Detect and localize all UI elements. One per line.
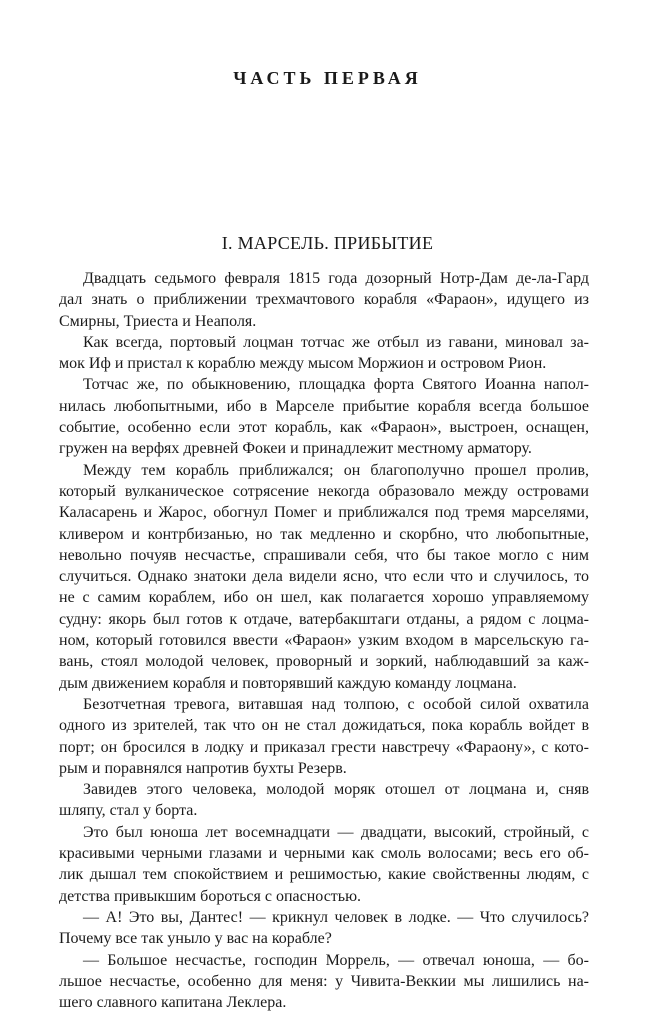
text-line: порт; он бросился в лодку и приказал грести навстречу «Фараону», с кото-	[59, 738, 589, 756]
text-line: случиться. Однако знатоки дела видели ясно, что если что и случилось, то	[59, 568, 589, 586]
text-line: ном, который готовился ввести «Фараон» узким входом в марсельскую га-	[59, 632, 589, 650]
text-line: рым и поравнялся напротив бухты Резерв.	[59, 759, 347, 777]
text-line: Между тем корабль приближался; он благополучно прошел пролив,	[83, 461, 589, 479]
text-line: Каласарень и Жарос, обогнул Помег и приближался под тремя марселями,	[59, 504, 589, 522]
text-line: кливером и контрбизанью, но так медленно и скорбно, что любопытные,	[59, 525, 589, 543]
text-line: детства привыкшим бороться с опасностью.	[59, 887, 362, 905]
text-line: Смирны, Триеста и Неаполя.	[59, 312, 257, 330]
text-line: событие, особенно если этот корабль, как «Фараон», выстроен, оснащен,	[59, 419, 589, 437]
text-line: невольно почуяв несчастье, спрашивали себя, что бы такое могло с ним	[59, 546, 589, 564]
text-line: одного из зрителей, так что он не стал дожидаться, пока корабль войдет в	[59, 717, 589, 735]
text-line: нилась любопытными, ибо в Марселе прибытие корабля всегда большое	[59, 397, 589, 415]
text-line: дал знать о приближении трехмачтового корабля «Фараон», идущего из	[59, 291, 589, 309]
text-line: Двадцать седьмого февраля 1815 года дозорный Нотр-Дам де-ла-Гард	[83, 270, 589, 287]
text-line: — Большое несчастье, господин Моррель, — отвечал юноша, — бо-	[83, 951, 589, 969]
text-line: вань, стоял молодой человек, проворный и зоркий, наблюдавший за каж-	[59, 653, 589, 671]
text-line: судну: якорь был готов к отдаче, ватербакштаги отданы, а рядом с лоцма-	[59, 610, 589, 628]
text-line: льшое несчастье, особенно для меня: у Чивита-Веккии мы лишились на-	[59, 972, 589, 990]
chapter-body	[59, 268, 589, 1013]
text-line: красивыми черными глазами и черными как смоль волосами; весь его об-	[59, 845, 589, 863]
text-line: который вулканическое сотрясение некогда образовало между островами	[59, 482, 589, 500]
part-title: ЧАСТЬ ПЕРВАЯ	[233, 68, 422, 88]
text-line: шляпу, стал у борта.	[59, 802, 198, 820]
text-line: лик дышал тем спокойствием и решимостью, какие свойственны людям, с	[59, 866, 589, 884]
text-line: шего славного капитана Леклера.	[59, 994, 287, 1012]
text-line: Это был юноша лет восемнадцати — двадцати, высокий, стройный, с	[83, 823, 589, 841]
text-line: — А! Это вы, Дантес! — крикнул человек в лодке. — Что случилось?	[83, 908, 589, 926]
chapter-title: I. МАРСЕЛЬ. ПРИБЫТИЕ	[221, 233, 434, 253]
text-line: Тотчас же, по обыкновению, площадка форта Святого Иоанна напол-	[83, 376, 589, 394]
text-line: гружен на верфях древней Фокеи и принадлежит местному арматору.	[59, 440, 532, 458]
text-line: мок Иф и пристал к кораблю между мысом Моржион и островом Рион.	[59, 355, 547, 373]
text-line: дым движением корабля и повторявший каждую команду лоцмана.	[59, 674, 517, 692]
text-line: не с самим кораблем, ибо он шел, как полагается хорошо управляемому	[59, 589, 589, 607]
text-line: Почему все так уныло у вас на корабле?	[59, 930, 332, 948]
text-line: Завидев этого человека, молодой моряк отошел от лоцмана и, сняв	[83, 781, 589, 799]
text-line: Как всегда, портовый лоцман тотчас же отбыл из гавани, миновал за-	[83, 333, 589, 351]
text-line: Безотчетная тревога, витавшая над толпою, с особой силой охватила	[83, 695, 589, 713]
